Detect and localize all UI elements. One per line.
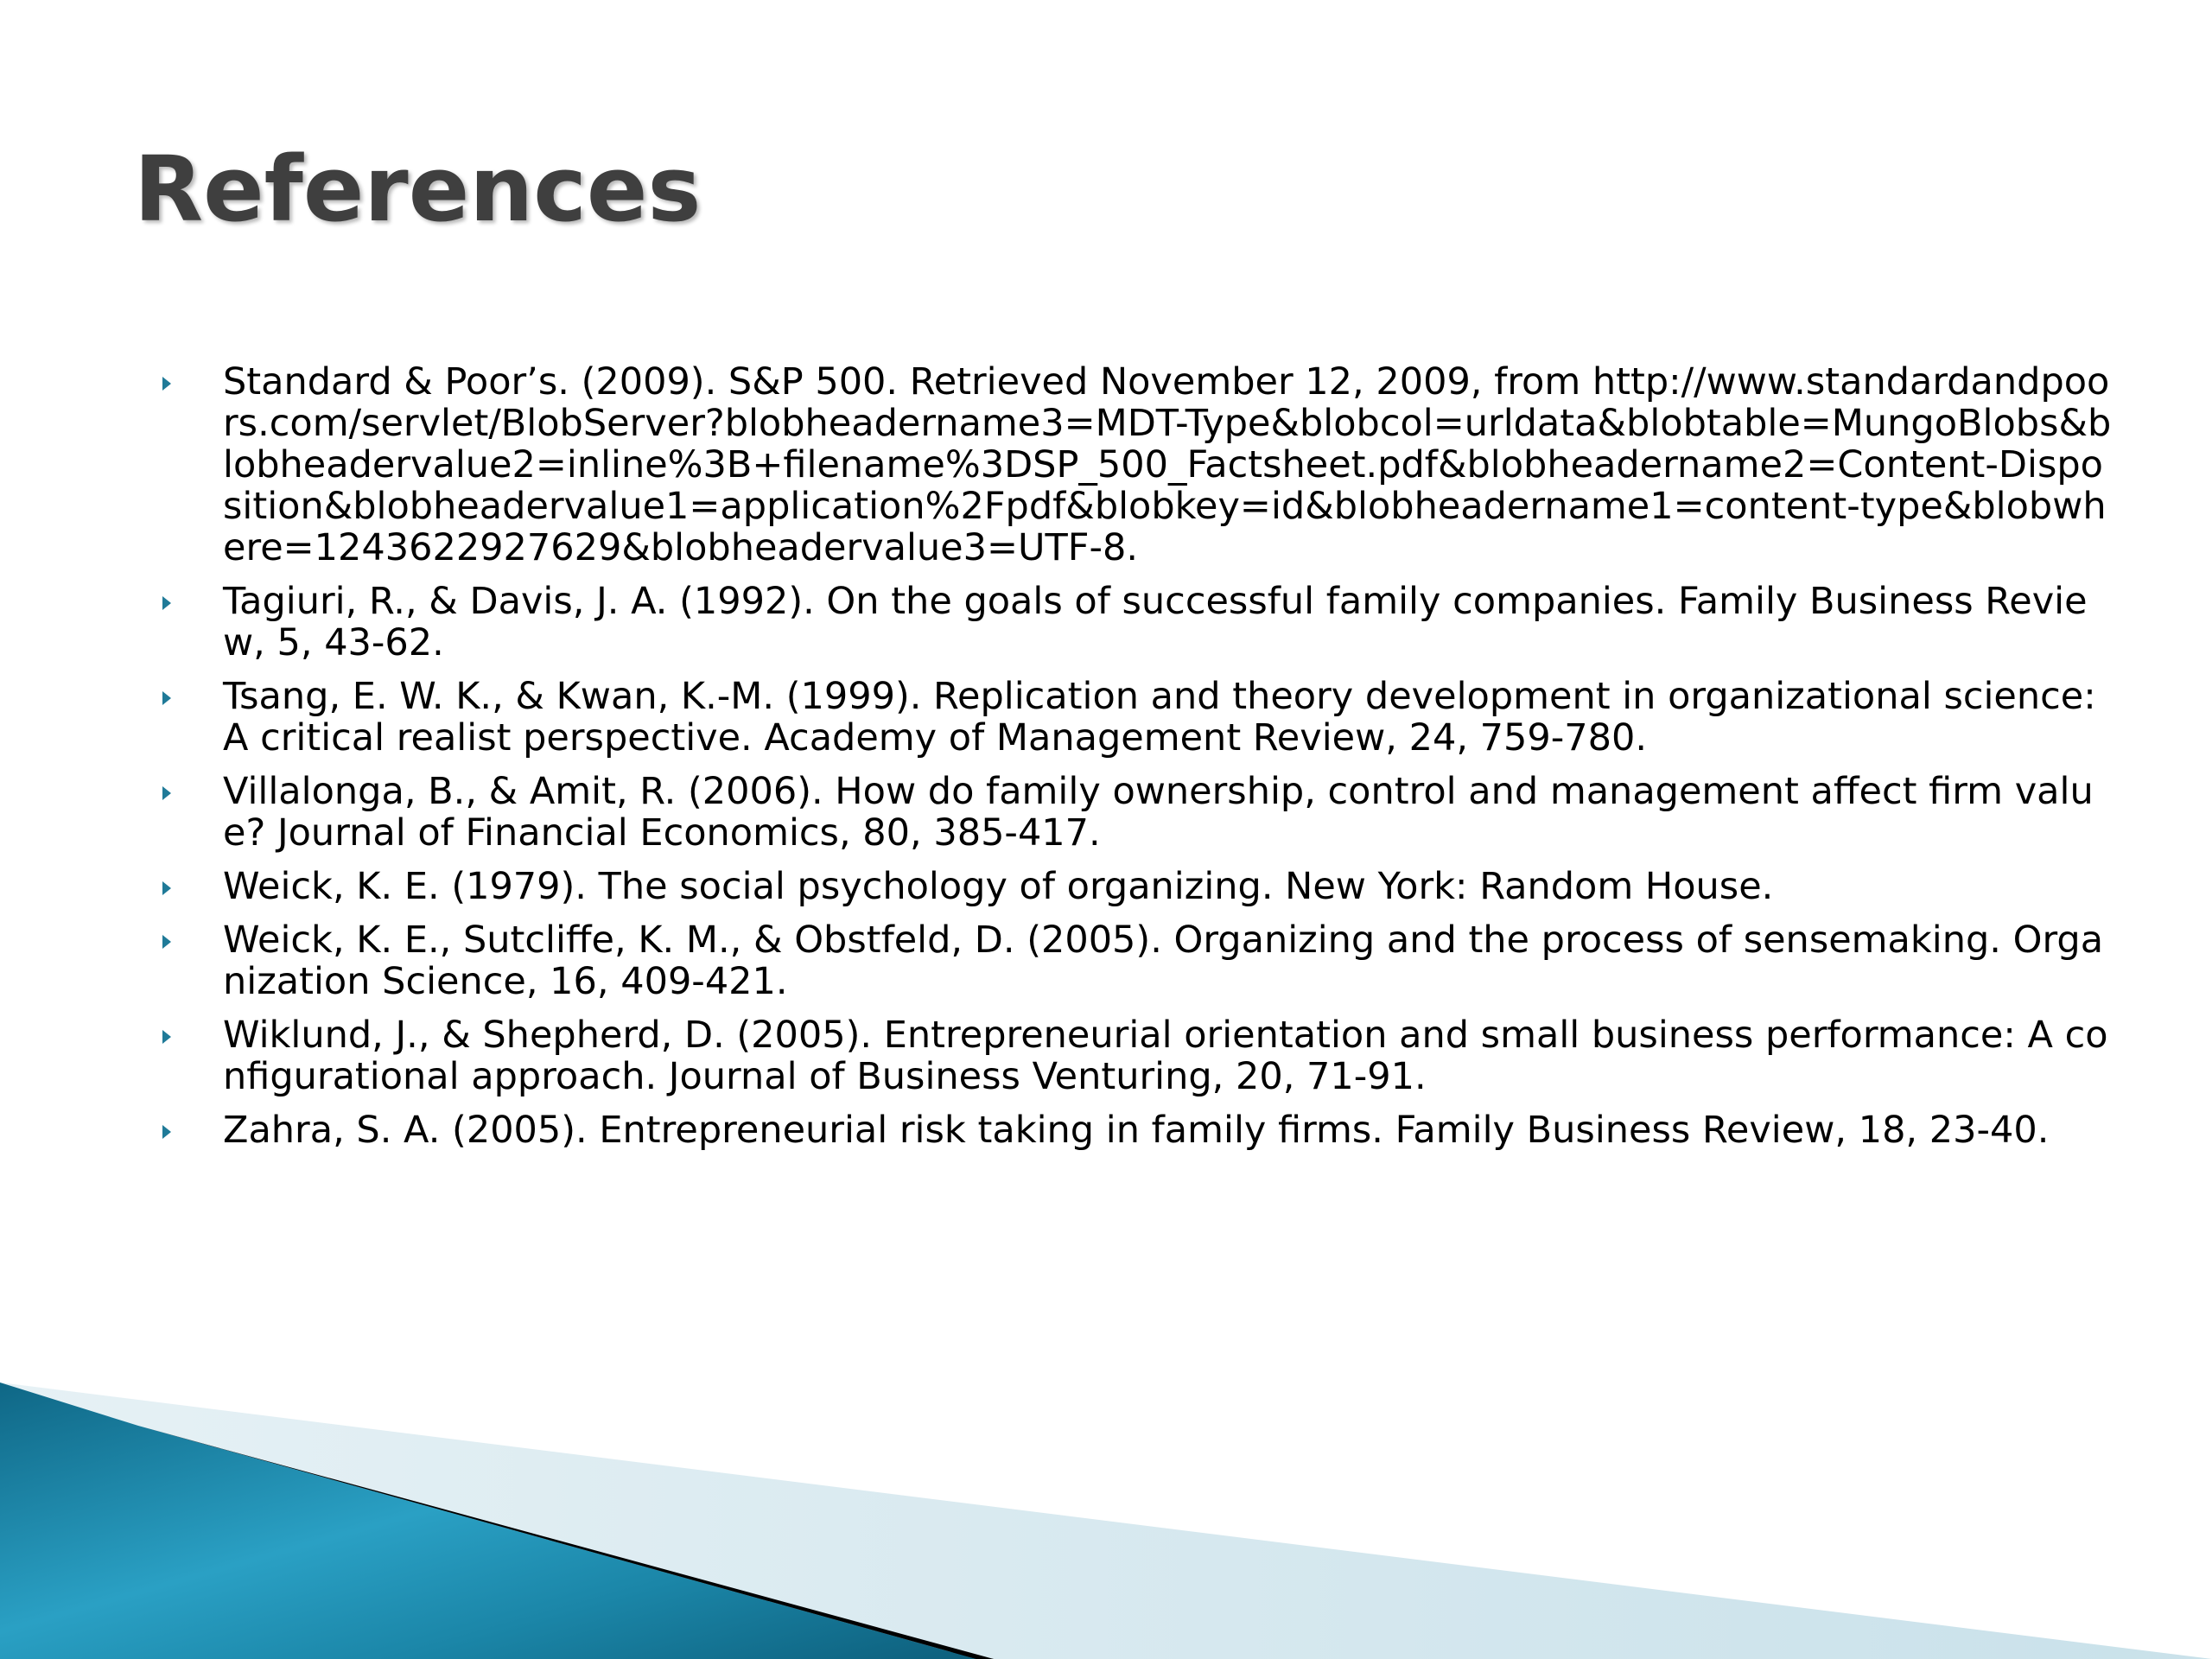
slide-decoration — [0, 1382, 2212, 1659]
list-item — [156, 361, 2117, 569]
reference-list — [156, 361, 2117, 1163]
list-item — [156, 866, 2117, 907]
list-item — [156, 676, 2117, 759]
triangle-right-icon — [162, 1125, 171, 1139]
list-item — [156, 1109, 2117, 1151]
triangle-right-icon — [162, 935, 171, 949]
triangle-right-icon — [162, 377, 171, 391]
reference-text: Standard & Poor’s. (2009). S&P 500. Retrieved November 12, 2009, from http://www.standardandpoors.com/servlet/BlobServer?blobheadername3=MDT-Type&blobcol=urldata&blobtable=MungoBlobs&blobheadervalue2=inline%3B+filename%3DSP_500_Factsheet.pdf&blobheadername2=Content-Disposition&blobheadervalue1=application%2Fpdf&blobkey=id&blobheadername1=content-type&blobwhere=1243622927629&blobheadervalue3=UTF-8. — [223, 360, 2112, 569]
slide-title: References — [134, 137, 702, 242]
reference-text: Tagiuri, R., & Davis, J. A. (1992). On the goals of successful family companies. Family Business Review, 5, 43-62. — [223, 580, 2088, 664]
reference-text: Tsang, E. W. K., & Kwan, K.-M. (1999). Replication and theory development in organizational science: A critical realist perspective. Academy of Management Review, 24, 759-780. — [223, 675, 2096, 760]
reference-text: Weick, K. E., Sutcliffe, K. M., & Obstfeld, D. (2005). Organizing and the process of sensemaking. Organization Science, 16, 409-421. — [223, 918, 2104, 1003]
triangle-right-icon — [162, 1030, 171, 1044]
triangle-right-icon — [162, 691, 171, 705]
list-item — [156, 1014, 2117, 1097]
triangle-right-icon — [162, 786, 171, 800]
triangle-right-icon — [162, 596, 171, 610]
reference-text: Villalonga, B., & Amit, R. (2006). How do family ownership, control and management affect firm value? Journal of Financial Economics, 80, 385-417. — [223, 770, 2094, 855]
reference-text: Wiklund, J., & Shepherd, D. (2005). Entrepreneurial orientation and small business performance: A configurational approach. Journal of Business Venturing, 20, 71-91. — [223, 1014, 2108, 1098]
list-item — [156, 581, 2117, 664]
list-item — [156, 771, 2117, 854]
list-item — [156, 919, 2117, 1002]
reference-text: Zahra, S. A. (2005). Entrepreneurial risk taking in family firms. Family Business Review, 18, 23-40. — [223, 1109, 2050, 1152]
triangle-right-icon — [162, 881, 171, 895]
reference-text: Weick, K. E. (1979). The social psychology of organizing. New York: Random House. — [223, 865, 1774, 908]
